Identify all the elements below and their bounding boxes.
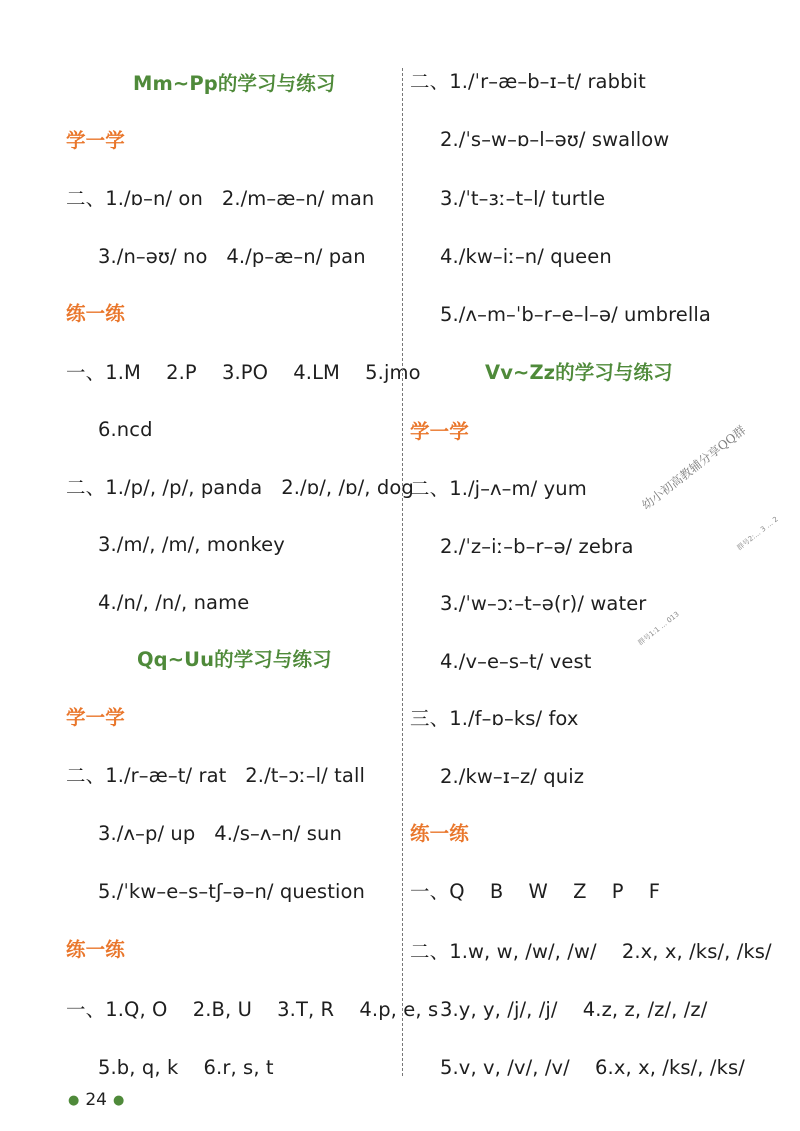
answer-line: 4./kw–iː–n/ queen <box>440 245 612 268</box>
answer-line: 2./kw–ɪ–z/ quiz <box>440 765 585 788</box>
answer-line: 二、1./p/, /p/, panda 2./ɒ/, /ɒ/, dog <box>66 476 414 499</box>
answer-line: 2./ˈz–iː–b–r–ə/ zebra <box>440 535 634 558</box>
answer-line: 5.b, q, k 6.r, s, t <box>98 1056 274 1079</box>
column-divider <box>402 68 403 1076</box>
answer-line: 5./ˈkw–e–s–tʃ–ə–n/ question <box>98 880 365 903</box>
answer-line: 5./ʌ–m–ˈb–r–e–l–ə/ umbrella <box>440 303 711 326</box>
answer-line: 3.y, y, /j/, /j/ 4.z, z, /z/, /z/ <box>440 998 708 1021</box>
bullet-icon: ● <box>68 1092 80 1108</box>
watermark-stamp: 幼小初高教辅分享QQ群 <box>639 422 749 513</box>
subheading-practice: 练一练 <box>410 822 469 845</box>
subheading-practice: 练一练 <box>66 938 125 961</box>
answer-line: 二、1./ˈr–æ–b–ɪ–t/ rabbit <box>410 70 646 93</box>
subheading-learn: 学一学 <box>410 420 469 443</box>
answer-line: 3./ʌ–p/ up 4./s–ʌ–n/ sun <box>98 822 342 845</box>
answer-line: 二、1./j–ʌ–m/ yum <box>410 477 587 500</box>
subheading-practice: 练一练 <box>66 302 125 325</box>
answer-line: 5.v, v, /v/, /v/ 6.x, x, /ks/, /ks/ <box>440 1056 745 1079</box>
answer-line: 4./n/, /n/, name <box>98 591 250 614</box>
answer-line: 二、1.w, w, /w/, /w/ 2.x, x, /ks/, /ks/ <box>410 940 772 963</box>
answer-line: 三、1./f–ɒ–ks/ fox <box>410 707 579 730</box>
answer-line: 一、1.Q, O 2.B, U 3.T, R 4.p, e, s <box>66 998 439 1021</box>
answer-line: 3./ˈw–ɔː–t–ə(r)/ water <box>440 592 647 615</box>
answer-line: 二、1./r–æ–t/ rat 2./t–ɔː–l/ tall <box>66 764 365 787</box>
watermark-group-2: 群号2:... 3 ... 2 <box>735 515 780 553</box>
subheading-learn: 学一学 <box>66 129 125 152</box>
section-title-qq-uu: Qq~Uu的学习与练习 <box>137 648 332 671</box>
subheading-learn: 学一学 <box>66 706 125 729</box>
answer-line: 二、1./ɒ–n/ on 2./m–æ–n/ man <box>66 187 375 210</box>
section-title-mm-pp: Mm~Pp的学习与练习 <box>133 72 336 95</box>
page-number-text: 24 <box>85 1090 107 1110</box>
page-number <box>62 1090 130 1110</box>
answer-line: 3./m/, /m/, monkey <box>98 533 285 556</box>
bullet-icon: ● <box>112 1092 125 1108</box>
answer-line: 一、1.M 2.P 3.PO 4.LM 5.jmo <box>66 361 421 384</box>
answer-line: 4./v–e–s–t/ vest <box>440 650 592 673</box>
answer-line: 一、Q B W Z P F <box>410 880 661 903</box>
answer-line: 6.ncd <box>98 418 153 441</box>
answer-line: 3./n–əʊ/ no 4./p–æ–n/ pan <box>98 245 366 268</box>
watermark-group-1: 群号1:1 ... 013 <box>636 610 681 648</box>
section-title-vv-zz: Vv~Zz的学习与练习 <box>485 361 673 384</box>
answer-line: 2./ˈs–w–ɒ–l–əʊ/ swallow <box>440 128 670 151</box>
answer-line: 3./ˈt–ɜː–t–l/ turtle <box>440 187 606 210</box>
